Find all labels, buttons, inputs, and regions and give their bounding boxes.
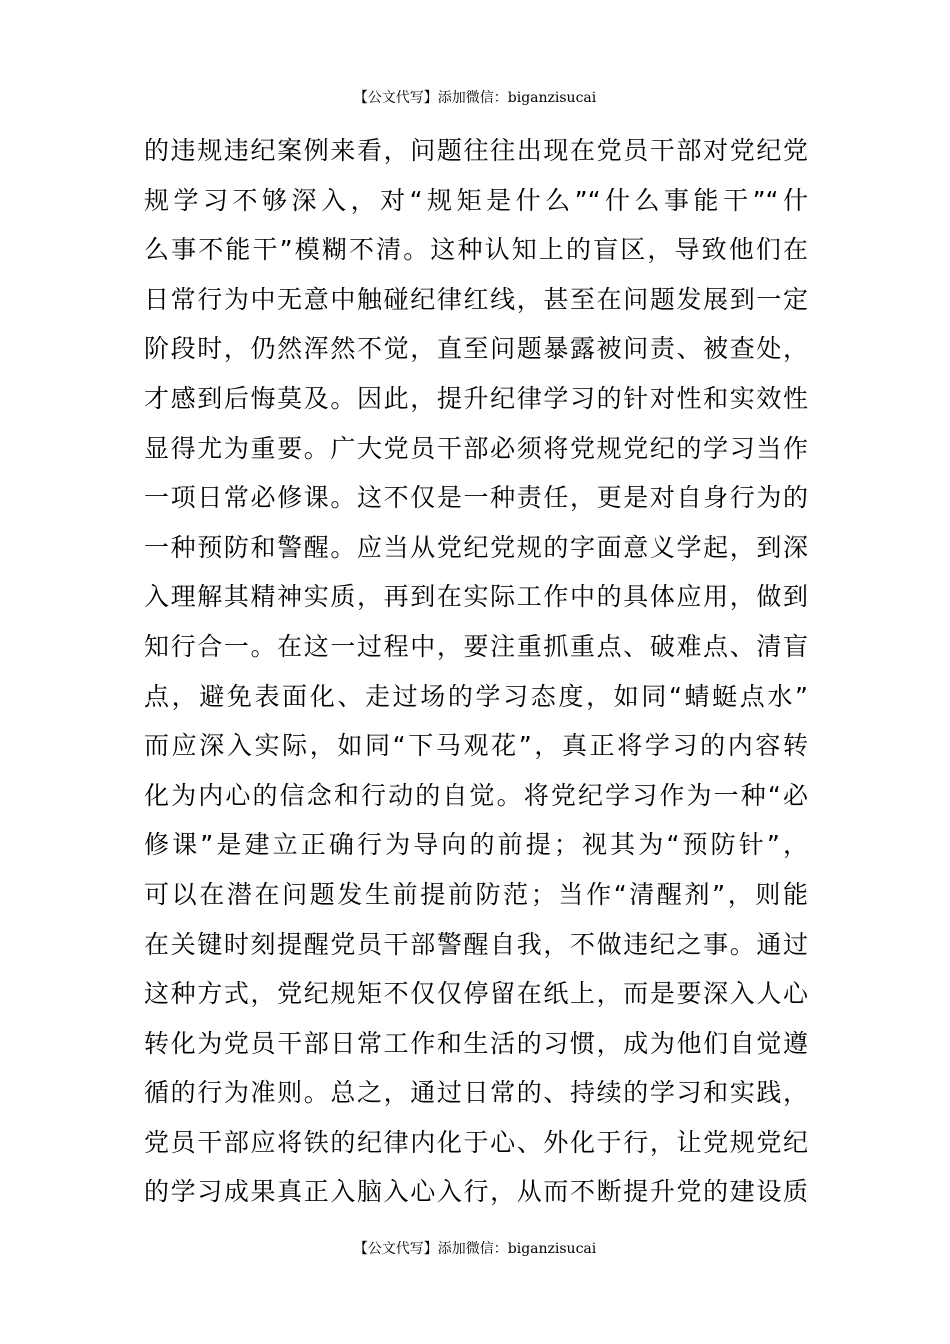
text-line: 一种预防和警醒。应当从党纪党规的字面意义学起，到深 <box>144 532 808 562</box>
text-line: 的违规违纪案例来看，问题往往出现在党员干部对党纪党 <box>144 136 808 165</box>
text-line: 显得尤为重要。广大党员干部必须将党规党纪的学习当作 <box>144 433 808 463</box>
text-line: 修课”是建立正确行为导向的前提；视其为“预防针”， <box>144 830 808 860</box>
text-line: 化为内心的信念和行动的自觉。将党纪学习作为一种“必 <box>144 780 808 810</box>
text-line: 规学习不够深入，对“规矩是什么”“什么事能干”“什 <box>144 185 808 215</box>
page-footer: 【公文代写】添加微信：biganzisucai <box>353 1241 597 1257</box>
text-line: 党员干部应将铁的纪律内化于心、外化于行，让党规党纪 <box>144 1127 808 1157</box>
page-header: 【公文代写】添加微信：biganzisucai <box>353 90 597 106</box>
text-line: 阶段时，仍然浑然不觉，直至问题暴露被问责、被查处， <box>144 334 808 364</box>
text-line: 日常行为中无意中触碰纪律红线，甚至在问题发展到一定 <box>144 284 808 314</box>
text-line: 在关键时刻提醒党员干部警醒自我，不做违纪之事。通过 <box>144 929 808 959</box>
text-line: 的学习成果真正入脑入心入行，从而不断提升党的建设质 <box>144 1177 808 1207</box>
text-line: 而应深入实际，如同“下马观花”，真正将学习的内容转 <box>144 731 808 761</box>
text-line: 才感到后悔莫及。因此，提升纪律学习的针对性和实效性 <box>144 383 808 413</box>
text-line: 么事不能干”模糊不清。这种认知上的盲区，导致他们在 <box>144 235 808 265</box>
text-line: 循的行为准则。总之，通过日常的、持续的学习和实践， <box>144 1078 808 1108</box>
text-line: 可以在潜在问题发生前提前防范；当作“清醒剂”，则能 <box>144 879 808 909</box>
text-line: 点，避免表面化、走过场的学习态度，如同“蜻蜓点水” <box>144 681 808 711</box>
text-line: 转化为党员干部日常工作和生活的习惯，成为他们自觉遵 <box>144 1028 808 1058</box>
body-paragraph <box>144 126 808 1217</box>
text-line: 这种方式，党纪规矩不仅仅停留在纸上，而是要深入人心 <box>144 979 808 1009</box>
text-line: 一项日常必修课。这不仅是一种责任，更是对自身行为的 <box>144 483 808 513</box>
text-line: 知行合一。在这一过程中，要注重抓重点、破难点、清盲 <box>144 631 808 661</box>
text-line: 入理解其精神实质，再到在实际工作中的具体应用，做到 <box>144 582 808 612</box>
